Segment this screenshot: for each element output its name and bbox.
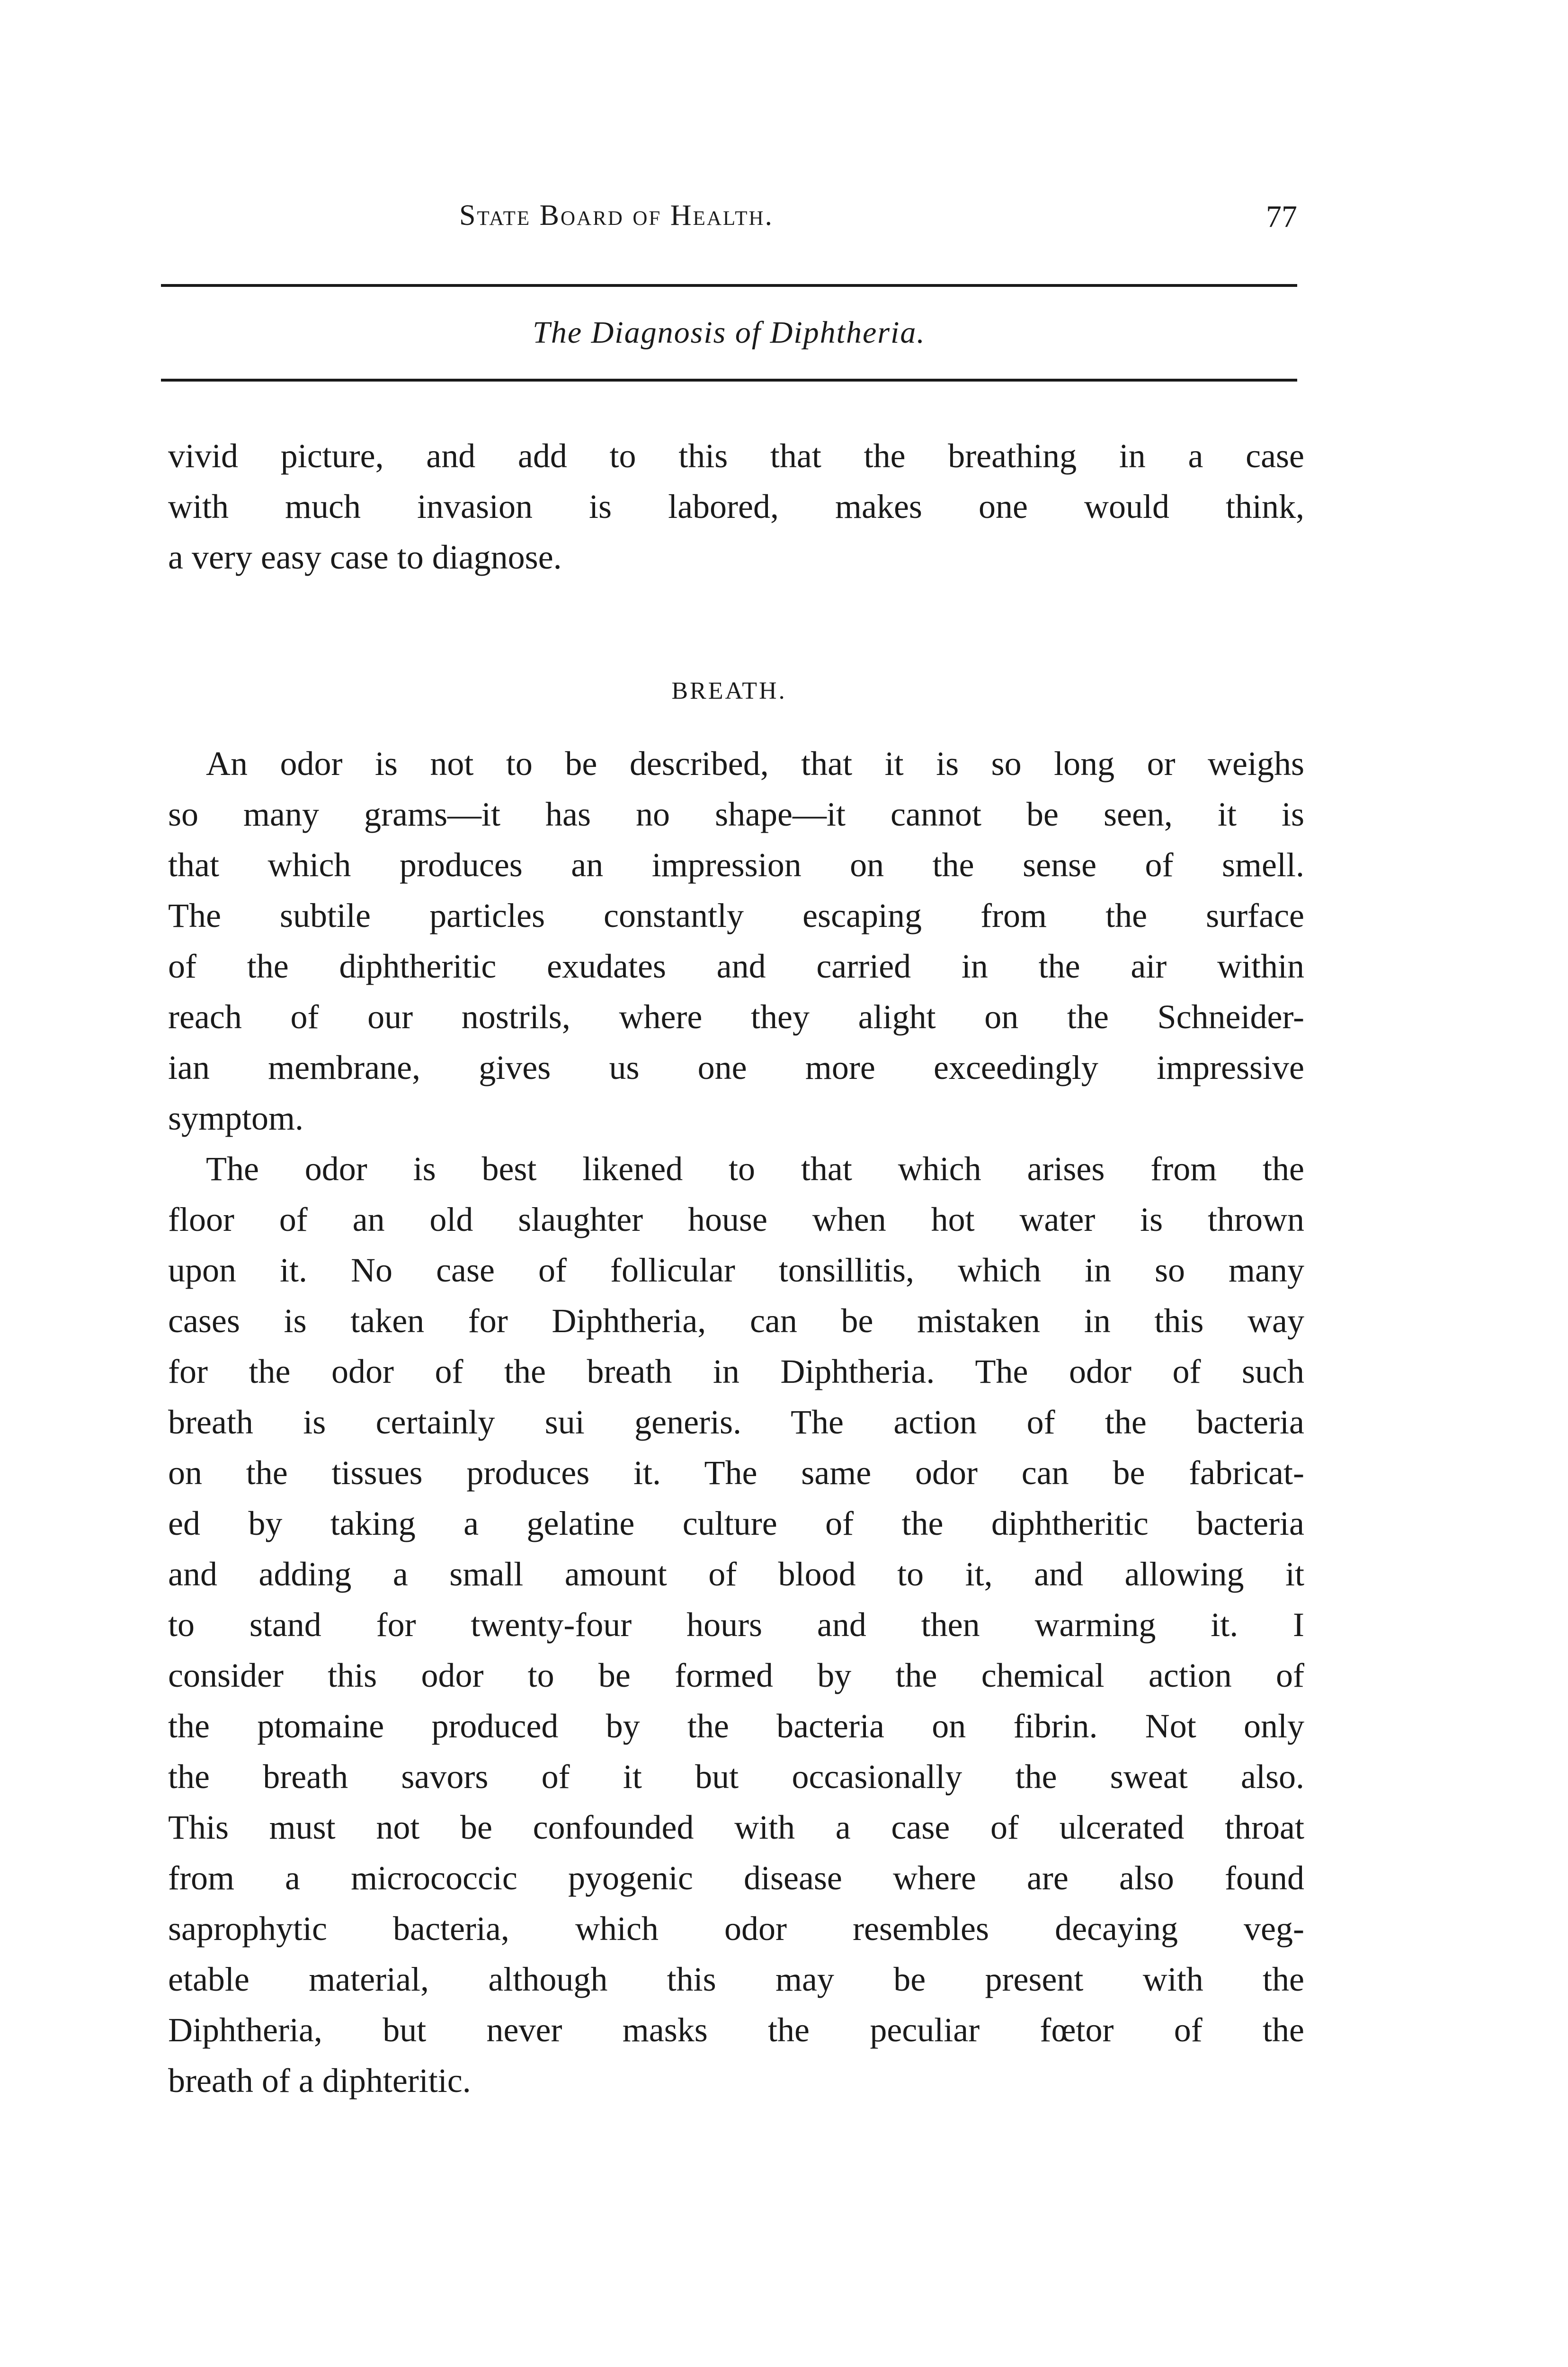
text-line: ian membrane, gives us one more exceedingly impressive xyxy=(168,1049,1304,1086)
text-line: the breath savors of it but occasionally the sweat also. xyxy=(168,1758,1304,1796)
text-line: for the odor of the breath in Diphtheria. The odor of such xyxy=(168,1353,1304,1390)
text-line: that which produces an impression on the sense of smell. xyxy=(168,846,1304,884)
text-line: a very easy case to diagnose. xyxy=(168,538,562,576)
text-line: reach of our nostrils, where they alight on the Schneider- xyxy=(168,998,1304,1036)
running-title: State Board of Health. xyxy=(459,199,774,231)
text-line: Diphtheria, but never masks the peculiar fœtor of the xyxy=(168,2011,1304,2049)
text-line: with much invasion is labored, makes one would think, xyxy=(168,488,1304,525)
running-head xyxy=(161,199,1297,241)
breath-section-body xyxy=(168,739,1304,2106)
text-line: saprophytic bacteria, which odor resembles decaying veg- xyxy=(168,1910,1304,1948)
text-line: breath is certainly sui generis. The action of the bacteria xyxy=(168,1403,1304,1441)
text-line: ed by taking a gelatine culture of the diphtheritic bacteria xyxy=(168,1504,1304,1542)
header-rule-bottom xyxy=(161,379,1297,382)
text-line: The subtile particles constantly escaping from the surface xyxy=(168,897,1304,934)
header-rule-top xyxy=(161,284,1297,287)
text-line: cases is taken for Diphtheria, can be mistaken in this way xyxy=(168,1302,1304,1340)
section-heading: BREATH. xyxy=(671,677,787,704)
intro-paragraph xyxy=(168,431,1304,583)
text-line: and adding a small amount of blood to it, and allowing it xyxy=(168,1555,1304,1593)
text-line: from a micrococcic pyogenic disease where are also found xyxy=(168,1859,1304,1897)
text-line: symptom. xyxy=(168,1099,304,1137)
text-line: on the tissues produces it. The same odor can be fabricat- xyxy=(168,1454,1304,1492)
text-line: etable material, although this may be present with the xyxy=(168,1960,1304,1998)
text-line: to stand for twenty-four hours and then warming it. I xyxy=(168,1606,1304,1644)
text-line: This must not be confounded with a case of ulcerated throat xyxy=(168,1808,1304,1846)
text-line: floor of an old slaughter house when hot water is thrown xyxy=(168,1201,1304,1238)
page-number: 77 xyxy=(1266,199,1297,234)
chapter-title: The Diagnosis of Diphtheria. xyxy=(533,315,926,350)
text-line: consider this odor to be formed by the chemical action of xyxy=(168,1656,1304,1694)
text-line: vivid picture, and add to this that the breathing in a case xyxy=(168,437,1304,475)
text-line: breath of a diphteritic. xyxy=(168,2062,471,2100)
text-line: so many grams—it has no shape—it cannot be seen, it is xyxy=(168,795,1304,833)
text-line: An odor is not to be described, that it is so long or weighs xyxy=(206,745,1304,783)
text-line: the ptomaine produced by the bacteria on fibrin. Not only xyxy=(168,1707,1304,1745)
text-line: of the diphtheritic exudates and carried in the air within xyxy=(168,947,1304,985)
text-line: upon it. No case of follicular tonsillitis, which in so many xyxy=(168,1251,1304,1289)
text-line: The odor is best likened to that which arises from the xyxy=(206,1150,1304,1188)
